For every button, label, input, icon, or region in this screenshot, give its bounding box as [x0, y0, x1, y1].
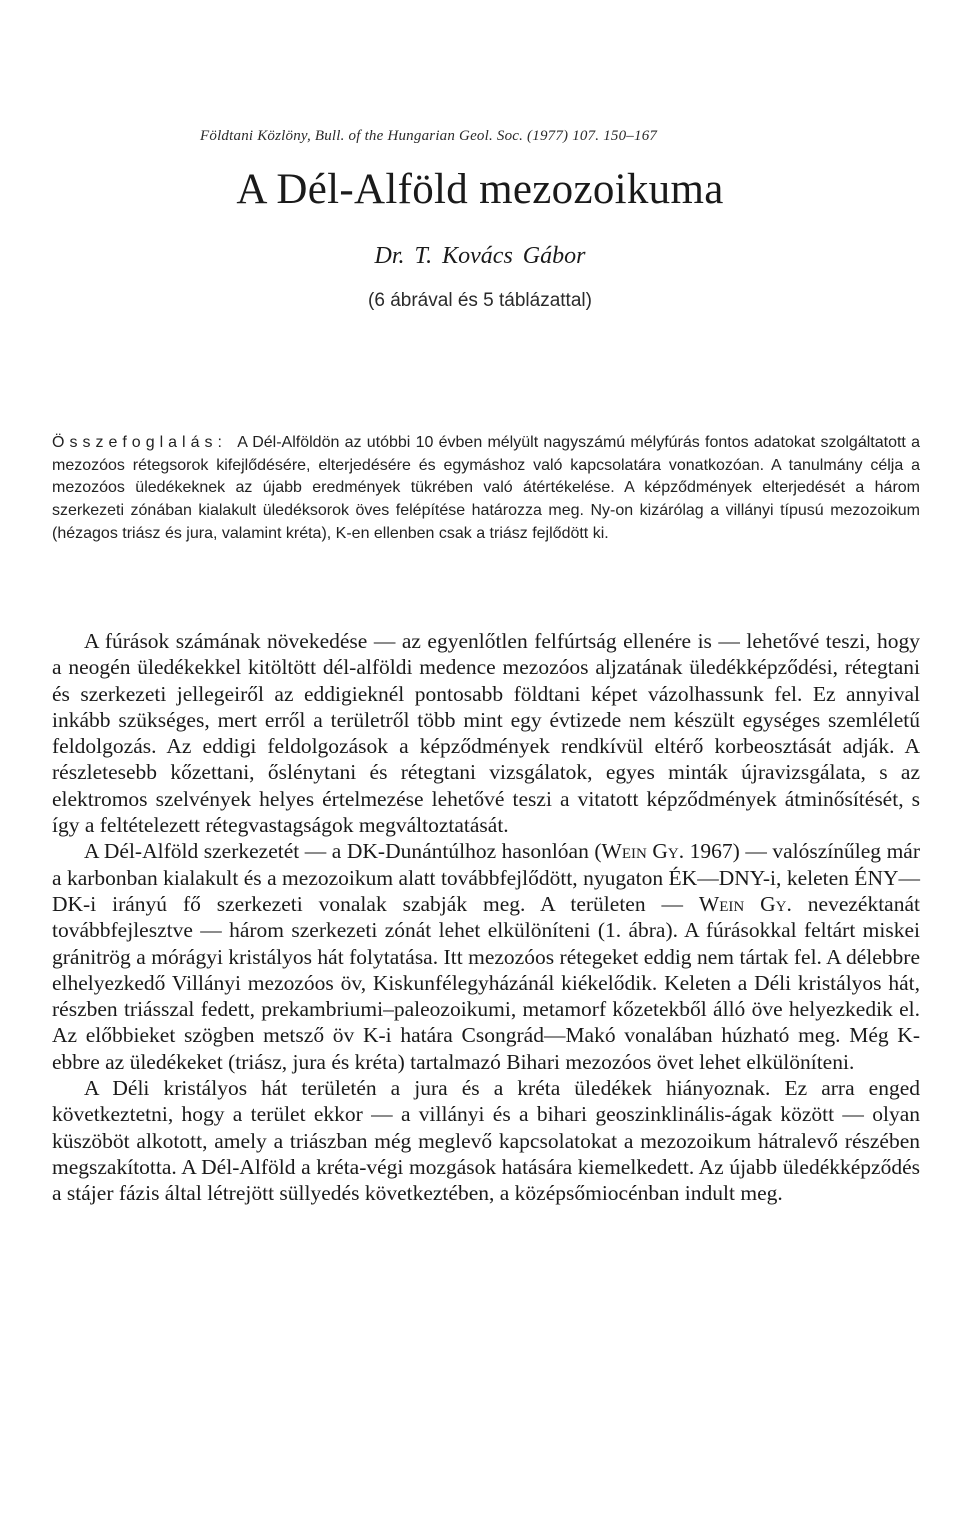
reference-author-2: Wein Gy. [698, 891, 792, 916]
body-paragraph-1: A fúrások számának növekedése — az egyenlőtlen felfúrtság ellenére is — lehetővé teszi, hogy a neogén üledékekkel kitöltött dél-alföldi medence mezozóos aljzatának üledékképződési, rétegtani és szerkezeti jellegeiről az eddigieknél pontosabb földtani képet vázolhassunk fel. Ez annyival inkább szükséges, mert erről a területről több mint egy évtizede nem készült egységes szemléletű feldolgozás. Az eddigi feldolgozások a képződmények rendkívül eltérő korbeosztását adják. A részletesebb kőzettani, őslénytani és rétegtani vizsgálatok, egyes minták újravizsgálata, s az elektromos szelvények helyes értelmezése lehetővé teszi a vitatott képződmények átminősítését, s így a feltételezett rétegvastagságok megváltoztatását. [52, 629, 920, 838]
body-paragraph-2 [52, 838, 920, 1075]
body-paragraph-2-part-b: 1967) — valószínűleg már a karbonban kialakult és a mezozoikum alatt továbbfejlődött, nyugaton ÉK—DNY-i, keleten ÉNY—DK-i irányú fő szerkezeti vonalak szabják meg. A területen — [52, 839, 920, 916]
body-paragraph-2-part-a: A Dél-Alföld szerkezetét — a DK-Dunántúlhoz hasonlóan ( [84, 839, 602, 864]
author-name: Dr. T. Kovács Gábor [374, 243, 586, 269]
article-title: A Dél-Alföld mezozoikuma [236, 166, 724, 213]
journal-citation: Földtani Közlöny, Bull. of the Hungarian Geol. Soc. (1977) 107. 150–167 [200, 128, 658, 144]
article-body [52, 628, 920, 1207]
reference-author: Wein Gy. [601, 839, 685, 864]
body-paragraph-2-part-c: nevezéktanát továbbfejlesztve — három szerkezeti zónát lehet elkülöníteni (1. ábra). A fúrásokkal feltárt miskei gránitrög a mórágyi kristályos hát folytatása. Itt mezozóos rétegeket eddig nem tártak fel. A délebbre elhelyezkedő Villányi mezozóos öv, Kiskunfélegyházánál kiékelődik. Keleten a Déli kristályos hát, részben triásszal fedett, prekambriumi–paleozoikumi, metamorf kőzetekből álló öve helyezkedik el. Az előbbieket szögben metsző öv K-i határa Csongrád—Makó vonalában húzható meg. Még K-ebbre az üledékeket (triász, jura és kréta) tartalmazó Bihari mezozóos övet lehet elkülöníteni. [52, 891, 920, 1074]
body-paragraph-3: A Déli kristályos hát területén a jura és a kréta üledékek hiányoznak. Ez arra enged következtetni, hogy a terület ekkor — a villányi és a bihari geoszinklinális-ágak között — olyan küszöböt alkotott, amely a triászban még meglevő kapcsolatokat a mezozoikum hátralevő részében megszakította. A Dél-Alföld a kréta-végi mozgások hatására kiemelkedett. Az újabb üledékképződés a stájer fázis által létrejött süllyedés következtében, a középsőmiocénban indult meg. [52, 1076, 920, 1206]
abstract-text: A Dél-Alföldön az utóbbi 10 évben mélyült nagyszámú mélyfúrás fontos adatokat szolgáltatott a mezozóos rétegsorok kifejlődésére, elterjedésére és egymáshoz való kapcsolatára vonatkozóan. A tanulmány célja a mezozóos üledékeknek az újabb eredmények tükrében való átértékelése. A képződmények elterjedését a három szerkezeti zónában kialakult üledéksorok öves felépítése határozza meg. Ny-on kizárólag a villányi típusú mezozoikum (hézagos triász és jura, valamint kréta), K-en ellenben csak a triász fejlődött ki. [52, 434, 920, 542]
abstract [52, 432, 920, 546]
abstract-label: Összefoglalás: [52, 434, 238, 451]
figures-tables-note: (6 ábrával és 5 táblázattal) [368, 290, 592, 311]
